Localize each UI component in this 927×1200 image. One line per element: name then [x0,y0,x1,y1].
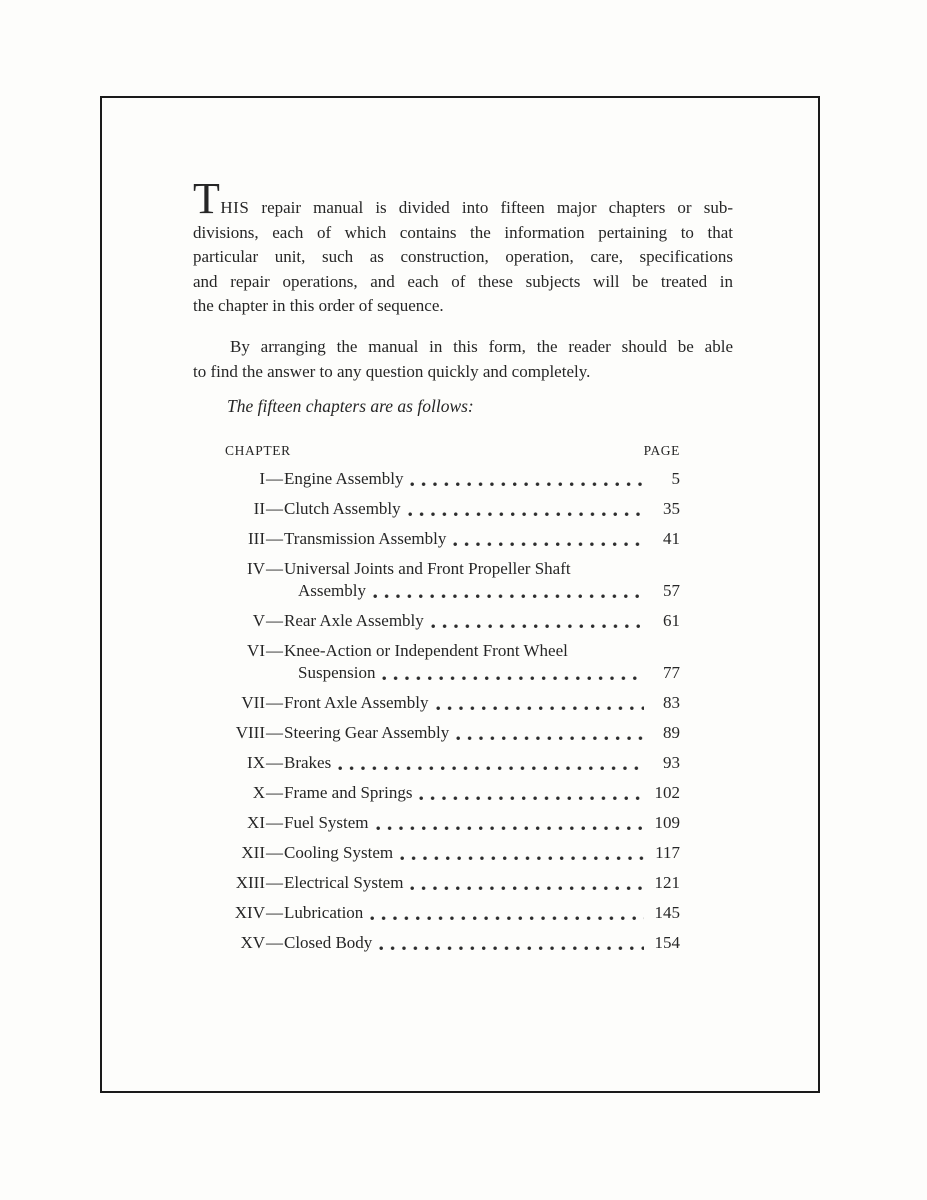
numeral-dash [265,782,284,804]
chapter-numeral: III [248,528,265,548]
chapter-title: Knee-Action or Independent Front Wheel [284,640,568,660]
toc-entry [225,498,680,520]
chapter-page-number: 57 [663,580,680,600]
toc-entry-line [225,812,680,834]
paragraph-line: and repair operations, and each of these subjects will be treated in [193,271,733,291]
dot-leader [453,542,644,547]
paragraph-line: divisions, each of which contains the information pertaining to that [193,222,733,242]
toc-entry [225,842,680,864]
toc-entry [225,640,680,684]
toc-entry-line [225,752,680,774]
chapter-title: Front Axle Assembly [284,692,429,712]
paragraph-line [193,174,733,223]
toc-entry-line [225,558,680,580]
chapter-page-number: 102 [654,782,680,802]
toc-entry-line [225,610,680,632]
toc-entry-continuation-line [225,580,680,602]
chapter-title: Brakes [284,752,332,772]
intro-paragraph-2 [193,335,733,384]
chapter-title: Rear Axle Assembly [284,610,424,630]
toc-entry [225,872,680,894]
dot-leader [408,512,644,517]
chapter-page-number: 35 [663,498,680,518]
chapter-column-header: CHAPTER [225,442,291,458]
chapter-title: Engine Assembly [284,468,404,488]
chapter-title: Steering Gear Assembly [284,722,450,742]
numeral-dash [265,528,284,550]
numeral-dash [265,872,284,894]
toc-entry-line [225,782,680,804]
chapter-numeral: VI [247,640,265,660]
line-text: repair manual is divided into fifteen major chapters or sub- [249,198,733,217]
page-column-header: PAGE [643,442,680,458]
toc-entry [225,558,680,602]
chapter-numeral: XI [247,812,265,832]
chapter-title: Clutch Assembly [284,498,401,518]
dot-leader [431,624,644,629]
chapter-page-number: 61 [663,610,680,630]
numeral-dash [265,640,284,662]
numeral-dash [265,558,284,580]
dot-leader [376,826,644,831]
toc-entry-line [225,842,680,864]
chapter-title-continuation: Assembly [298,580,366,600]
numeral-dash [265,902,284,924]
toc-entry [225,782,680,804]
numeral-dash [265,932,284,954]
toc-entry-continuation-line [225,662,680,684]
toc-entry [225,610,680,632]
dot-leader [436,706,644,711]
dot-leader [419,796,644,801]
chapter-page-number: 5 [671,468,680,488]
dot-leader [456,736,644,741]
chapter-numeral: XIII [235,872,265,892]
intro-paragraph-1 [193,174,733,319]
chapter-numeral: VII [241,692,265,712]
paragraph-line: particular unit, such as construction, operation, care, specifications [193,247,733,267]
toc-entry [225,902,680,924]
chapter-page-number: 89 [663,722,680,742]
page-border [100,96,820,1093]
dot-leader [410,886,644,891]
chapter-page-number: 77 [663,662,680,682]
dot-leader [338,766,644,771]
chapter-numeral: IX [247,752,265,772]
dot-leader [410,482,644,487]
chapter-title: Electrical System [284,872,404,892]
chapter-title: Lubrication [284,902,364,922]
dot-leader [379,946,644,951]
numeral-dash [265,468,284,490]
chapter-title: Frame and Springs [284,782,413,802]
toc-entry-line [225,468,680,490]
chapter-page-number: 121 [654,872,680,892]
toc-entry-line [225,498,680,520]
toc-entry-line [225,640,680,662]
chapter-numeral: VIII [235,722,265,742]
chapter-numeral: II [253,498,265,518]
chapter-numeral: XIV [234,902,265,922]
table-of-contents [225,443,680,954]
numeral-dash [265,498,284,520]
chapter-title-continuation: Suspension [298,662,376,682]
toc-header-row [225,443,680,459]
chapter-numeral: XII [241,842,265,862]
numeral-dash [265,722,284,744]
numeral-dash [265,752,284,774]
chapter-page-number: 109 [654,812,680,832]
dot-leader [382,676,644,681]
chapters-intro-line: The fifteen chapters are as follows: [227,396,474,417]
toc-entry-line [225,932,680,954]
toc-entry-line [225,872,680,894]
toc-entry-line [225,528,680,550]
paragraph-line: to find the answer to any question quickly and completely. [193,361,591,381]
chapter-numeral: V [252,610,265,630]
dot-leader [400,856,644,861]
toc-entry [225,812,680,834]
numeral-dash [265,610,284,632]
paragraph-line: By arranging the manual in this form, the reader should be able [230,336,733,356]
toc-entry [225,692,680,714]
chapter-numeral: XV [240,932,265,952]
toc-entry-list [225,468,680,954]
chapter-numeral: X [252,782,265,802]
toc-entry [225,528,680,550]
chapter-page-number: 117 [655,842,680,862]
numeral-dash [265,842,284,864]
chapter-title: Universal Joints and Front Propeller Shaft [284,558,571,578]
chapter-numeral: IV [247,558,265,578]
toc-entry-line [225,692,680,714]
toc-entry-line [225,902,680,924]
chapter-page-number: 41 [663,528,680,548]
chapter-page-number: 145 [654,902,680,922]
numeral-dash [265,812,284,834]
toc-entry [225,752,680,774]
chapter-title: Closed Body [284,932,373,952]
page-content [102,98,818,954]
chapter-page-number: 93 [663,752,680,772]
toc-entry [225,932,680,954]
chapter-page-number: 83 [663,692,680,712]
toc-entry [225,722,680,744]
paragraph-line: the chapter in this order of sequence. [193,296,444,316]
chapter-title: Transmission Assembly [284,528,447,548]
dot-leader [373,594,644,599]
numeral-dash [265,692,284,714]
chapter-page-number: 154 [654,932,680,952]
dot-leader [370,916,644,921]
toc-entry [225,468,680,490]
chapter-title: Cooling System [284,842,394,862]
chapter-title: Fuel System [284,812,369,832]
lead-caps-text: HIS [220,198,250,217]
chapter-numeral: I [259,468,265,488]
drop-cap-initial: T [193,174,221,223]
toc-entry-line [225,722,680,744]
